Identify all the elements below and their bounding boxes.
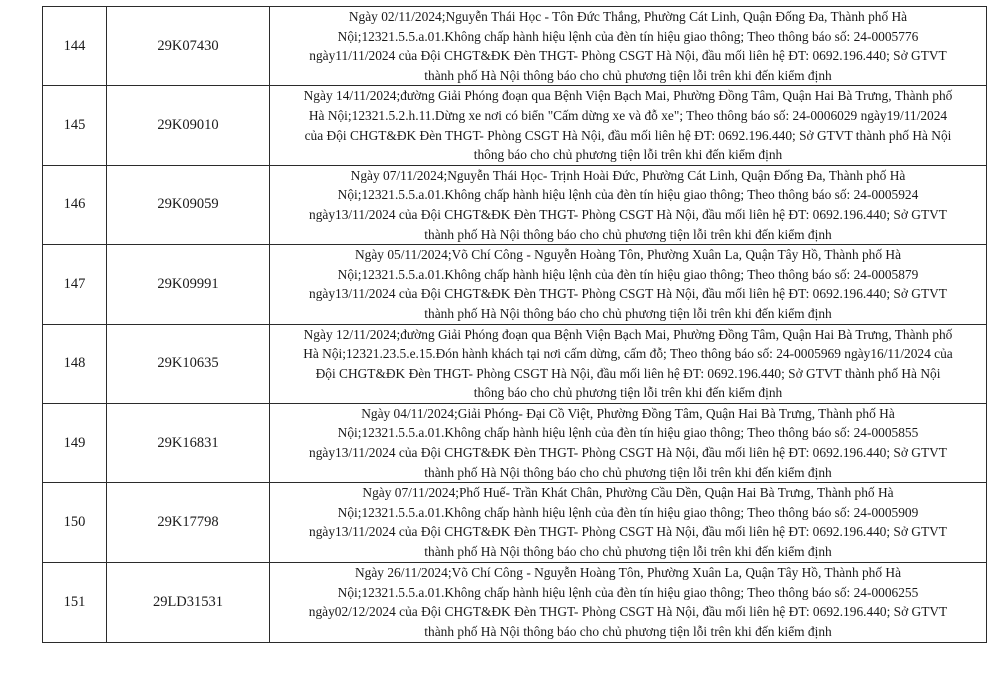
row-number: 148 xyxy=(43,324,107,403)
description-line: thành phố Hà Nội thông báo cho chủ phương tiện lỗi trên khi đến kiểm định xyxy=(424,464,832,480)
violation-description xyxy=(270,7,987,86)
violation-description xyxy=(270,324,987,403)
description-line: Nội;12321.5.5.a.01.Không chấp hành hiệu lệnh của đèn tín hiệu giao thông; Theo thông báo số: 24-0006255 xyxy=(337,584,919,600)
violation-description xyxy=(270,165,987,244)
description-line: ngày13/11/2024 của Đội CHGT&ĐK Đèn THGT- Phòng CSGT Hà Nội, đầu mối liên hệ ĐT: 0692.196.440; Sở GTVT xyxy=(309,286,947,302)
violation-description xyxy=(270,483,987,562)
table-row xyxy=(43,403,987,482)
description-line: Nội;12321.5.5.a.01.Không chấp hành hiệu lệnh của đèn tín hiệu giao thông; Theo thông báo số: 24-0005909 xyxy=(337,504,919,520)
description-line: ngày13/11/2024 của Đội CHGT&ĐK Đèn THGT- Phòng CSGT Hà Nội, đầu mối liên hệ ĐT: 0692.196.440; Sở GTVT xyxy=(309,206,947,222)
description-line: thành phố Hà Nội thông báo cho chủ phương tiện lỗi trên khi đến kiểm định xyxy=(424,305,832,321)
license-plate: 29K09059 xyxy=(107,165,270,244)
description-line: Ngày 14/11/2024;đường Giải Phóng đoạn qua Bệnh Viện Bạch Mai, Phường Đồng Tâm, Quận Hai Bà Trưng, Thành phố xyxy=(303,88,953,104)
table-row xyxy=(43,86,987,165)
description-line: Nội;12321.5.5.a.01.Không chấp hành hiệu lệnh của đèn tín hiệu giao thông; Theo thông báo số: 24-0005924 xyxy=(337,187,919,203)
description-line: của Đội CHGT&ĐK Đèn THGT- Phòng CSGT Hà Nội, đầu mối liên hệ ĐT: 0692.196.440; Sở GTVT thành phố Hà Nội xyxy=(304,127,952,143)
description-line: ngày13/11/2024 của Đội CHGT&ĐK Đèn THGT- Phòng CSGT Hà Nội, đầu mối liên hệ ĐT: 0692.196.440; Sở GTVT xyxy=(309,445,947,461)
description-line: Ngày 04/11/2024;Giải Phóng- Đại Cồ Việt, Phường Đồng Tâm, Quận Hai Bà Trưng, Thành phố Hà xyxy=(361,405,895,421)
license-plate: 29K10635 xyxy=(107,324,270,403)
table-row xyxy=(43,165,987,244)
description-line: thành phố Hà Nội thông báo cho chủ phương tiện lỗi trên khi đến kiểm định xyxy=(424,226,832,242)
license-plate: 29K17798 xyxy=(107,483,270,562)
violation-description xyxy=(270,403,987,482)
table-row xyxy=(43,324,987,403)
violation-description xyxy=(270,245,987,324)
row-number: 146 xyxy=(43,165,107,244)
description-line: Nội;12321.5.5.a.01.Không chấp hành hiệu lệnh của đèn tín hiệu giao thông; Theo thông báo số: 24-0005879 xyxy=(337,266,919,282)
description-line: Hà Nội;12321.23.5.e.15.Đón hành khách tại nơi cấm dừng, cấm đỗ; Theo thông báo số: 24-0005969 ngày16/11/2024 của xyxy=(303,346,953,362)
violations-table xyxy=(42,6,987,643)
document-page xyxy=(42,6,986,643)
violation-description xyxy=(270,562,987,642)
description-line: Ngày 05/11/2024;Võ Chí Công - Nguyễn Hoàng Tôn, Phường Xuân La, Quận Tây Hồ, Thành phố Hà xyxy=(354,247,902,263)
license-plate: 29K16831 xyxy=(107,403,270,482)
description-line: Nội;12321.5.5.a.01.Không chấp hành hiệu lệnh của đèn tín hiệu giao thông; Theo thông báo số: 24-0005855 xyxy=(337,425,919,441)
row-number: 145 xyxy=(43,86,107,165)
row-number: 150 xyxy=(43,483,107,562)
license-plate: 29LD31531 xyxy=(107,562,270,642)
description-line: Hà Nội;12321.5.2.h.11.Dừng xe nơi có biển "Cấm dừng xe và đỗ xe"; Theo thông báo số: 24-0006029 ngày19/11/2024 xyxy=(308,107,948,123)
description-line: Ngày 07/11/2024;Phố Huế- Trần Khát Chân, Phường Cầu Dền, Quận Hai Bà Trưng, Thành phố Hà xyxy=(362,485,894,501)
table-row xyxy=(43,483,987,562)
description-line: Ngày 07/11/2024;Nguyễn Thái Học- Trịnh Hoài Đức, Phường Cát Linh, Quận Đống Đa, Thành phố Hà xyxy=(350,167,906,183)
table-row xyxy=(43,562,987,642)
description-line: Ngày 12/11/2024;đường Giải Phóng đoạn qua Bệnh Viện Bạch Mai, Phường Đồng Tâm, Quận Hai Bà Trưng, Thành phố xyxy=(303,326,953,342)
description-line: Ngày 26/11/2024;Võ Chí Công - Nguyễn Hoàng Tôn, Phường Xuân La, Quận Tây Hồ, Thành phố Hà xyxy=(354,564,902,580)
description-line: thành phố Hà Nội thông báo cho chủ phương tiện lỗi trên khi đến kiểm định xyxy=(424,544,832,560)
description-line: ngày02/12/2024 của Đội CHGT&ĐK Đèn THGT- Phòng CSGT Hà Nội, đầu mối liên hệ ĐT: 0692.196.440; Sở GTVT xyxy=(308,604,948,620)
description-line: Đội CHGT&ĐK Đèn THGT- Phòng CSGT Hà Nội, đầu mối liên hệ ĐT: 0692.196.440; Sở GTVT thành phố Hà Nội xyxy=(315,365,941,381)
violation-description xyxy=(270,86,987,165)
table-row xyxy=(43,7,987,86)
table-row xyxy=(43,245,987,324)
description-line: thông báo cho chủ phương tiện lỗi trên khi đến kiểm định xyxy=(473,385,783,401)
description-line: thành phố Hà Nội thông báo cho chủ phương tiện lỗi trên khi đến kiểm định xyxy=(424,67,832,83)
description-line: Nội;12321.5.5.a.01.Không chấp hành hiệu lệnh của đèn tín hiệu giao thông; Theo thông báo số: 24-0005776 xyxy=(337,28,919,44)
description-line: thông báo cho chủ phương tiện lỗi trên khi đến kiểm định xyxy=(473,147,783,163)
description-line: thành phố Hà Nội thông báo cho chủ phương tiện lỗi trên khi đến kiểm định xyxy=(424,623,832,639)
license-plate: 29K09991 xyxy=(107,245,270,324)
license-plate: 29K07430 xyxy=(107,7,270,86)
row-number: 149 xyxy=(43,403,107,482)
license-plate: 29K09010 xyxy=(107,86,270,165)
row-number: 147 xyxy=(43,245,107,324)
description-line: ngày11/11/2024 của Đội CHGT&ĐK Đèn THGT- Phòng CSGT Hà Nội, đầu mối liên hệ ĐT: 0692.196.440; Sở GTVT xyxy=(309,48,947,64)
row-number: 151 xyxy=(43,562,107,642)
row-number: 144 xyxy=(43,7,107,86)
description-line: Ngày 02/11/2024;Nguyễn Thái Học - Tôn Đức Thắng, Phường Cát Linh, Quận Đống Đa, Thành phố Hà xyxy=(348,9,908,24)
description-line: ngày13/11/2024 của Đội CHGT&ĐK Đèn THGT- Phòng CSGT Hà Nội, đầu mối liên hệ ĐT: 0692.196.440; Sở GTVT xyxy=(309,524,947,540)
